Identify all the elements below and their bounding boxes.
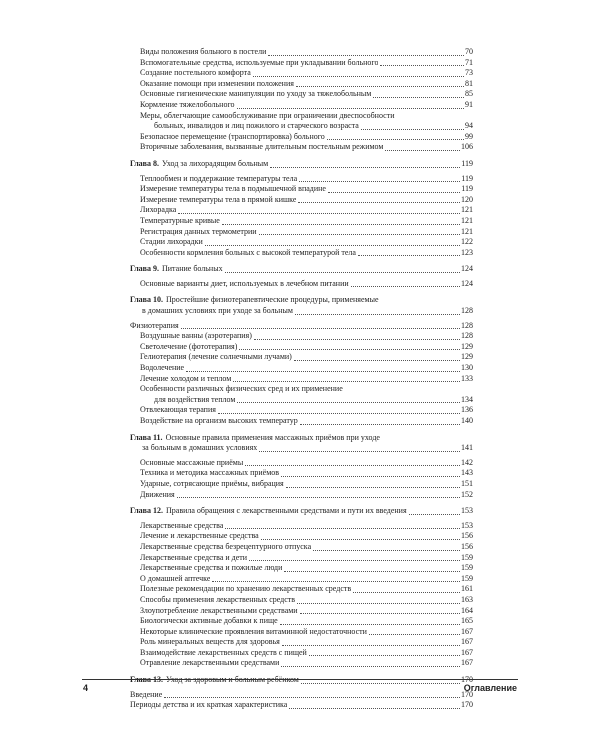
dot-leader <box>181 328 460 329</box>
toc-entry-text: Злоупотребление лекарственными средствами <box>140 605 298 615</box>
toc-entry <box>130 216 473 227</box>
toc-entry <box>130 637 473 648</box>
toc-entry-text: Отвлекающая терапия <box>140 405 216 415</box>
toc-entry-page: 140 <box>461 416 473 425</box>
toc-entry-page: 159 <box>461 563 473 573</box>
toc-entry-text: Вторичные заболевания, вызванные длительным постельным режимом <box>140 142 384 152</box>
toc-entry-text: Стадии лихорадки <box>140 237 203 247</box>
dot-leader <box>385 150 460 151</box>
dot-leader <box>295 314 460 315</box>
chapter-page: 119 <box>461 158 473 168</box>
toc-chapter <box>130 159 473 258</box>
chapter-heading-text <box>130 675 299 686</box>
toc-entry-page: 81 <box>465 78 473 88</box>
toc-entry-page: 134 <box>461 394 473 404</box>
dot-leader <box>222 224 460 225</box>
toc-entry-page: 128 <box>461 331 473 341</box>
toc-entry-page: 133 <box>461 373 473 383</box>
toc-entry <box>130 174 473 185</box>
toc-entry-text: Светолечение (фототерапия) <box>140 341 238 351</box>
toc-entry-page: 136 <box>461 405 473 415</box>
toc-entry <box>130 405 473 416</box>
toc-entry-text: в домашних условиях при уходе за больным <box>142 306 293 316</box>
dot-leader <box>409 514 460 515</box>
toc-entry <box>130 468 473 479</box>
toc-entry <box>130 68 473 79</box>
toc-chapter <box>130 675 473 711</box>
chapter-heading-continuation <box>130 443 473 454</box>
toc-entry-page: 128 <box>461 320 473 330</box>
toc-entry <box>130 479 473 490</box>
dot-leader <box>284 571 460 572</box>
toc-entry-continuation <box>130 395 473 406</box>
toc-chapter <box>130 433 473 501</box>
toc-entry <box>130 100 473 111</box>
toc-entry-text: Измерение температуры тела в прямой кишке <box>140 194 297 204</box>
toc-entry-page: 141 <box>461 443 473 453</box>
chapter-page: 124 <box>461 264 473 274</box>
dot-leader <box>289 708 460 709</box>
toc-entry-page: 159 <box>461 552 473 562</box>
dot-leader <box>237 108 464 109</box>
dot-leader <box>361 129 464 130</box>
chapter-title: Уход за лихорадящим больным <box>162 158 269 168</box>
dot-leader <box>212 581 460 582</box>
toc-entry-text: Воздействие на организм высоких температур <box>140 416 298 425</box>
dot-leader <box>281 666 460 667</box>
toc-entry-page: 143 <box>461 468 473 478</box>
toc-initial-list <box>130 47 473 153</box>
dot-leader <box>328 192 460 193</box>
toc-entry-text: Кормление тяжелобольного <box>140 99 235 109</box>
chapter-heading-text <box>130 159 268 170</box>
toc-entry-text: Физиотерапия <box>130 320 179 330</box>
toc-entry-text: Теплообмен и поддержание температуры тела <box>140 173 298 183</box>
chapter-heading-text <box>130 295 473 306</box>
chapter-label: Глава 11. <box>130 432 163 442</box>
toc-entry <box>130 363 473 374</box>
chapter-heading <box>130 433 473 444</box>
toc-entry-page: 156 <box>461 541 473 551</box>
toc-entry-page: 70 <box>465 47 473 56</box>
dot-leader <box>280 624 460 625</box>
toc-entry <box>130 458 473 469</box>
toc-entry-text: Лекарственные средства и дети <box>140 552 248 562</box>
dot-leader <box>225 528 460 529</box>
toc-entry-page: 164 <box>461 605 473 615</box>
toc-entry <box>130 342 473 353</box>
toc-entry-page: 170 <box>461 700 473 710</box>
toc-entry-page: 85 <box>465 89 473 99</box>
toc-entry <box>130 574 473 585</box>
dot-leader <box>282 645 460 646</box>
toc-entry-page: 151 <box>461 478 473 488</box>
toc-entry-page: 167 <box>461 647 473 657</box>
dot-leader <box>177 497 460 498</box>
toc-entry <box>130 521 473 532</box>
toc-entry-text: Температурные кривые <box>140 215 220 225</box>
toc-entry-text: Водолечение <box>140 363 185 373</box>
chapter-heading <box>130 159 473 170</box>
toc-entry-page: 163 <box>461 594 473 604</box>
toc-entry <box>130 132 473 143</box>
toc-entry <box>130 700 473 711</box>
toc-entry <box>130 648 473 659</box>
dot-leader <box>351 286 460 287</box>
chapter-label: Глава 10. <box>130 295 163 305</box>
toc-entry-page: 119 <box>461 173 473 183</box>
toc-entry-text: Воздушные ванны (аэротерапия) <box>140 331 252 341</box>
toc-entry-page: 152 <box>461 489 473 499</box>
dot-leader <box>299 181 460 182</box>
toc-entry-page: 156 <box>461 531 473 541</box>
toc-entry-text: Регистрация данных термометрии <box>140 226 257 236</box>
toc-entry-text: Вспомогательные средства, используемые при укладывании больного <box>140 57 379 67</box>
toc-entry <box>130 627 473 638</box>
chapter-heading-text <box>130 264 223 275</box>
dot-leader <box>298 202 460 203</box>
toc-entry <box>130 531 473 542</box>
dot-leader <box>281 476 460 477</box>
toc-entry-page: 161 <box>461 584 473 594</box>
toc-entry <box>130 47 473 58</box>
toc-entry <box>130 595 473 606</box>
chapter-title: Правила обращения с лекарственными средствами и пути их введения <box>166 506 407 516</box>
toc-entry <box>130 490 473 501</box>
toc-entry-text: Лечение и лекарственные средства <box>140 531 259 541</box>
toc-entry-text: Ударные, сотрясающие приёмы, вибрация <box>140 478 284 488</box>
toc-entry <box>130 606 473 617</box>
toc-entry-text: за больным в домашних условиях <box>142 443 258 453</box>
toc-entry-text: О домашней аптечке <box>140 573 211 583</box>
toc-entry-page: 120 <box>461 194 473 204</box>
toc-entry-page: 106 <box>461 142 473 152</box>
toc-entry <box>130 563 473 574</box>
chapter-label: Глава 9. <box>130 264 159 274</box>
toc-entry-text: Лекарственные средства и пожилые люди <box>140 563 283 573</box>
toc-entry <box>130 321 473 332</box>
toc-entry-text: Введение <box>130 689 163 699</box>
chapter-heading <box>130 675 473 686</box>
toc-entry-page: 121 <box>461 205 473 215</box>
toc-entry <box>130 237 473 248</box>
dot-leader <box>286 487 460 488</box>
dot-leader <box>327 139 464 140</box>
toc-entry <box>130 142 473 153</box>
toc-entry <box>130 184 473 195</box>
dot-leader <box>225 272 460 273</box>
dot-leader <box>205 245 460 246</box>
toc-entry-page: 99 <box>465 131 473 141</box>
toc-entry-page: 122 <box>461 237 473 247</box>
toc-entry <box>130 205 473 216</box>
dot-leader <box>358 255 460 256</box>
toc-entry <box>130 352 473 363</box>
toc-entry-text: Лихорадка <box>140 205 177 215</box>
dot-leader <box>270 167 460 168</box>
toc-entry-text: Движения <box>140 489 175 499</box>
dot-leader <box>300 613 460 614</box>
dot-leader <box>259 451 460 452</box>
toc-entry-page: 91 <box>465 99 473 109</box>
toc-entry <box>130 658 473 669</box>
dot-leader <box>186 371 460 372</box>
dot-leader <box>297 603 460 604</box>
toc-entry-text: Некоторые клинические проявления витаминной недостаточности <box>140 626 367 636</box>
toc-entry <box>130 58 473 69</box>
toc-chapter <box>130 264 473 289</box>
toc-entry-text: Гелиотерапия (лечение солнечными лучами) <box>140 352 292 362</box>
toc-entry-page: 121 <box>461 226 473 236</box>
footer-page-number: 4 <box>83 683 89 693</box>
toc-entry-page: 94 <box>465 121 473 131</box>
chapter-heading <box>130 264 473 275</box>
toc-entry-text: Основные варианты диет, используемых в лечебном питании <box>140 278 349 288</box>
toc-entry-text: Безопасное перемещение (транспортировка) больного <box>140 131 325 141</box>
toc-entry-text: Основные гигиенические манипуляции по уходу за тяжелобольным <box>140 89 372 99</box>
chapter-title: Простейшие физиотерапевтические процедуры, применяемые <box>166 295 379 305</box>
toc-entry-text: Лечение холодом и теплом <box>140 373 232 383</box>
chapter-label: Глава 12. <box>130 506 163 516</box>
dot-leader <box>259 234 460 235</box>
toc-entry-text: Измерение температуры тела в подмышечной впадине <box>140 184 326 194</box>
toc-entry-text: Лекарственные средства безрецептурного отпуска <box>140 541 312 551</box>
toc-entry-page: 73 <box>465 68 473 78</box>
toc-entry-page: 129 <box>461 352 473 362</box>
toc-entry-text: Лекарственные средства <box>140 520 224 530</box>
dot-leader <box>178 213 460 214</box>
toc-entry-page: 165 <box>461 616 473 626</box>
toc-entry-page: 159 <box>461 573 473 583</box>
toc-entry-text: Особенности различных физических сред и их применение <box>140 384 343 394</box>
dot-leader <box>373 97 464 98</box>
toc-entry-page: 167 <box>461 637 473 647</box>
toc-entry <box>130 542 473 553</box>
toc-entry-text: Создание постельного комфорта <box>140 68 251 78</box>
toc-entry-page: 153 <box>461 520 473 530</box>
chapter-heading-text <box>130 433 473 444</box>
chapter-label: Глава 8. <box>130 158 159 168</box>
toc-entry <box>130 374 473 385</box>
toc-chapters <box>130 159 473 711</box>
table-of-contents <box>130 47 473 711</box>
toc-entry-page: 119 <box>461 184 473 194</box>
toc-entry <box>130 89 473 100</box>
toc-entry-text: Техника и методика массажных приёмов <box>140 468 280 478</box>
toc-entry-page: 121 <box>461 215 473 225</box>
toc-entry <box>130 248 473 259</box>
toc-entry-text: Периоды детства и их краткая характеристика <box>130 700 288 710</box>
toc-entry-text: Особенности кормления больных с высокой температурой тела <box>140 247 356 257</box>
dot-leader <box>294 360 460 361</box>
toc-entry <box>130 79 473 90</box>
chapter-title: Основные правила применения массажных приёмов при уходе <box>165 432 380 442</box>
chapter-page: 153 <box>461 506 473 516</box>
toc-entry <box>130 279 473 290</box>
toc-entry <box>130 616 473 627</box>
chapter-heading-continuation <box>130 306 473 317</box>
toc-entry-page: 167 <box>461 658 473 668</box>
dot-leader <box>218 413 460 414</box>
toc-entry-text: Меры, облегчающие самообслуживание при ограничении двеспособности <box>140 110 395 120</box>
dot-leader <box>301 683 460 684</box>
toc-entry <box>130 384 473 395</box>
toc-chapter <box>130 506 473 669</box>
dot-leader <box>253 76 464 77</box>
toc-entry-text: Биологически активные добавки к пище <box>140 616 278 626</box>
toc-entry-text: Оказание помощи при изменении положения <box>140 78 294 88</box>
toc-entry-page: 167 <box>461 626 473 636</box>
dot-leader <box>369 634 460 635</box>
toc-entry-text: Взаимодействие лекарственных средств с пищей <box>140 647 307 657</box>
toc-entry-page: 130 <box>461 363 473 373</box>
toc-entry-text: больных, инвалидов и лиц пожилого и старческого возраста <box>154 121 359 131</box>
chapter-title: Питание больных <box>162 264 223 274</box>
toc-entry <box>130 553 473 564</box>
toc-entry-text: Виды положения больного в постели <box>140 47 267 56</box>
toc-chapter <box>130 295 473 426</box>
toc-entry-page: 123 <box>461 247 473 257</box>
toc-entry-page: 71 <box>465 57 473 67</box>
toc-entry-text: Полезные рекомендации по хранению лекарственных средств <box>140 584 352 594</box>
toc-entry <box>130 331 473 342</box>
dot-leader <box>380 65 464 66</box>
toc-entry-text: Основные массажные приёмы <box>140 457 244 467</box>
dot-leader <box>249 560 460 561</box>
toc-entry <box>130 111 473 122</box>
dot-leader <box>300 424 460 425</box>
toc-entry <box>130 690 473 701</box>
toc-entry-text: Отравление лекарственными средствами <box>140 658 280 668</box>
toc-entry <box>130 195 473 206</box>
toc-entry-page: 129 <box>461 341 473 351</box>
dot-leader <box>245 465 460 466</box>
toc-entry-text: Роль минеральных веществ для здоровья <box>140 637 280 647</box>
dot-leader <box>239 349 460 350</box>
toc-entry-page: 124 <box>461 278 473 288</box>
dot-leader <box>254 339 460 340</box>
toc-entry-text: для воздействия теплом <box>154 394 236 404</box>
dot-leader <box>313 550 460 551</box>
toc-entry <box>130 584 473 595</box>
dot-leader <box>164 697 460 698</box>
toc-entry-page: 170 <box>461 689 473 699</box>
toc-entry-continuation <box>130 121 473 132</box>
dot-leader <box>268 55 464 56</box>
dot-leader <box>296 86 464 87</box>
chapter-heading <box>130 295 473 306</box>
dot-leader <box>261 539 460 540</box>
dot-leader <box>353 592 460 593</box>
toc-entry-page: 128 <box>461 306 473 316</box>
toc-entry-page: 142 <box>461 457 473 467</box>
toc-entry-text: Способы применения лекарственных средств <box>140 594 296 604</box>
footer-section-title: Оглавление <box>463 683 517 693</box>
toc-entry <box>130 416 473 427</box>
dot-leader <box>309 655 460 656</box>
chapter-heading <box>130 506 473 517</box>
chapter-heading-text <box>130 506 407 517</box>
dot-leader <box>233 381 460 382</box>
footer-rule <box>82 679 518 680</box>
dot-leader <box>237 402 460 403</box>
toc-entry <box>130 227 473 238</box>
